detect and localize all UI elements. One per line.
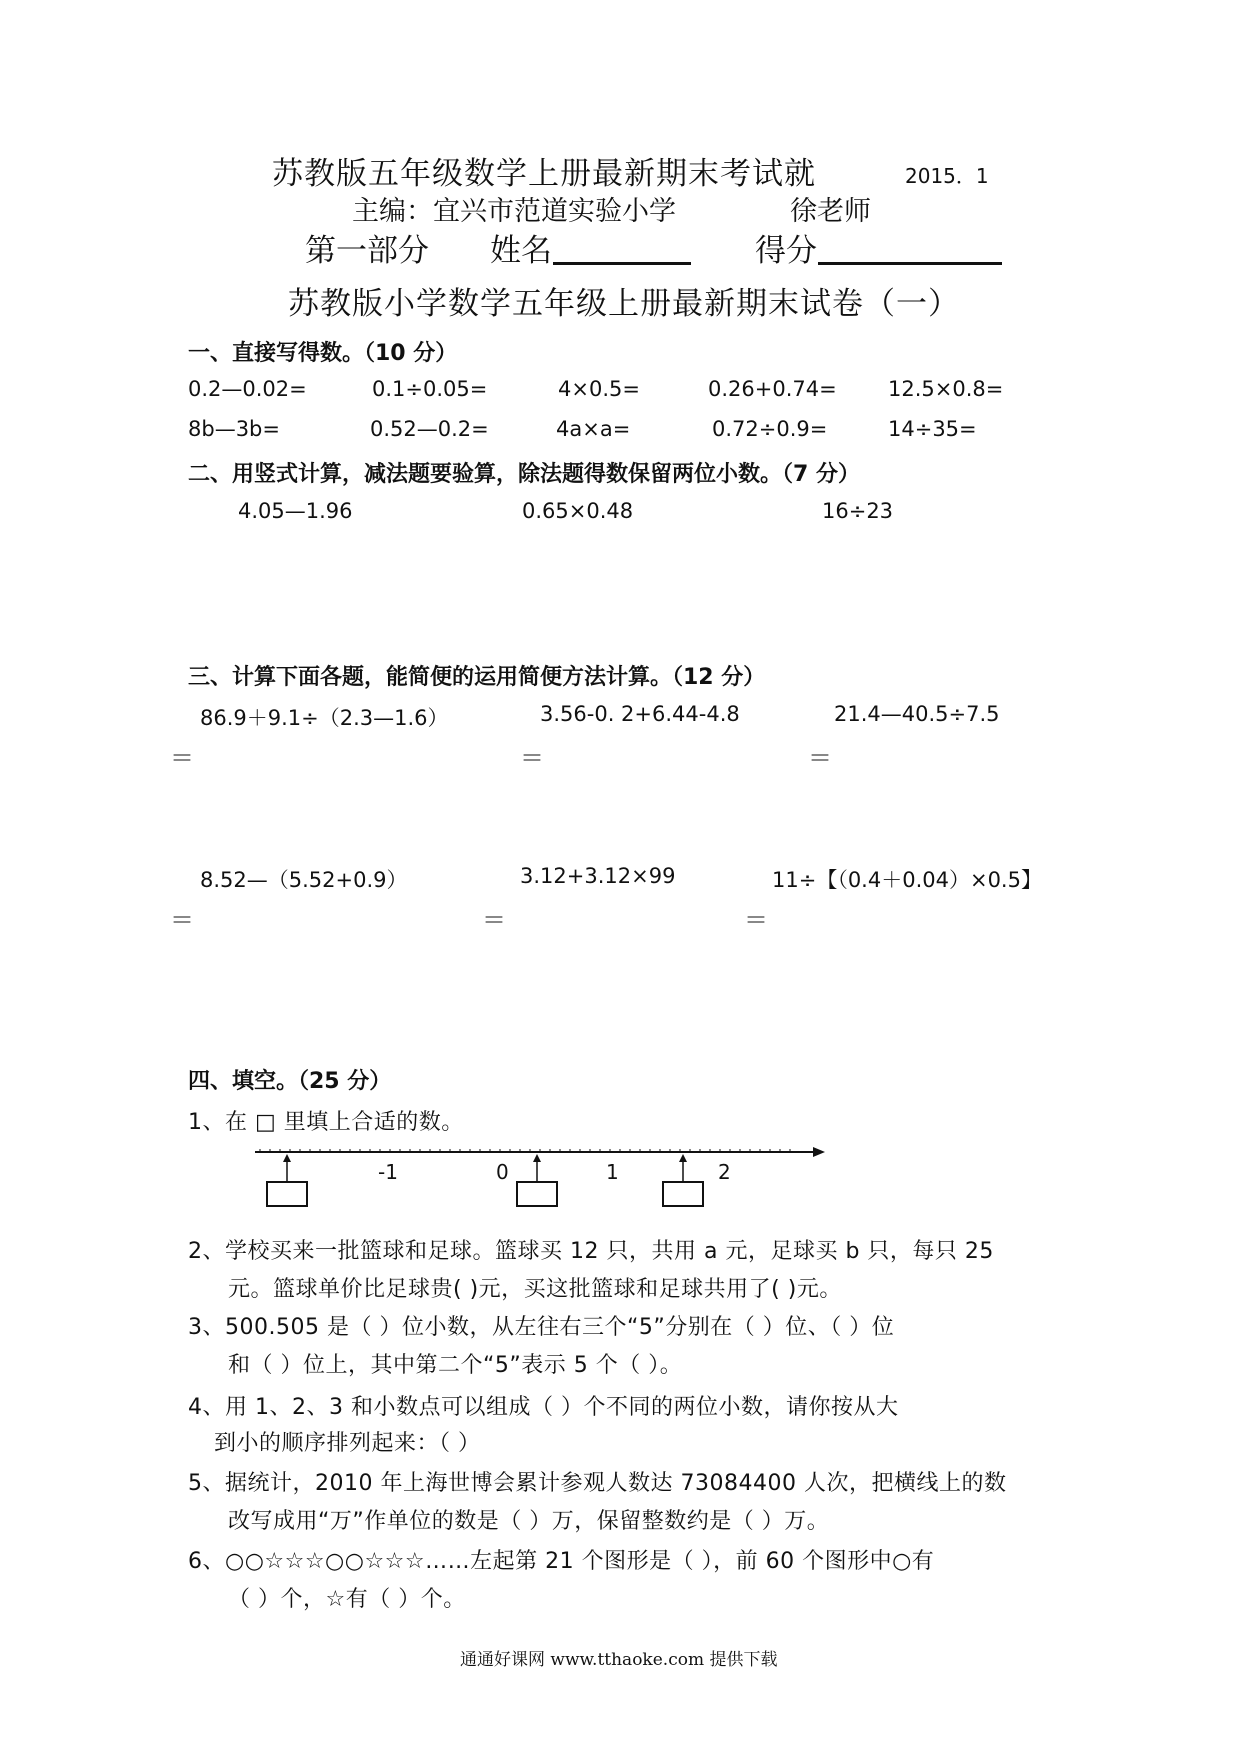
equals-sign: ＝: [170, 744, 194, 772]
name-blank[interactable]: [553, 228, 691, 265]
equals-sign: ＝: [482, 906, 506, 934]
exam-subtitle: 苏教版小学数学五年级上册最新期末试卷（一）: [288, 286, 960, 322]
s1-r2-item: 14÷35=: [888, 417, 977, 441]
exam-title: 苏教版五年级数学上册最新期末考试就: [272, 156, 816, 192]
footer-credit: 通通好课网 www.tthaoke.com 提供下载: [460, 1650, 778, 1670]
answer-box[interactable]: [663, 1182, 703, 1206]
equals-sign: ＝: [744, 906, 768, 934]
s1-r1-item: 0.2—0.02=: [188, 377, 307, 401]
q3-line1: 3、500.505 是（ ）位小数，从左往右三个“5”分别在（ ）位、（ ）位: [188, 1315, 895, 1340]
equals-sign: ＝: [808, 744, 832, 772]
answer-box[interactable]: [517, 1182, 557, 1206]
number-line-label: 2: [718, 1160, 731, 1184]
s1-r1-item: 12.5×0.8=: [888, 377, 1004, 401]
number-line-label: -1: [378, 1160, 398, 1184]
number-line: [250, 1140, 830, 1220]
s3-r1-item: 3.56-0. 2+6.44-4.8: [540, 702, 740, 726]
number-line-label: 1: [606, 1160, 619, 1184]
s3-r2-item: 8.52—（5.52+0.9）: [200, 868, 408, 892]
q6-line2: （ ）个，☆有（ ）个。: [228, 1587, 466, 1612]
s2-item: 4.05—1.96: [238, 499, 353, 523]
s1-r2-item: 0.72÷0.9=: [712, 417, 828, 441]
q1-text: 1、在 □ 里填上合适的数。: [188, 1110, 464, 1135]
q4-line2: 到小的顺序排列起来：（ ）: [214, 1431, 481, 1456]
part-label: 第一部分: [305, 233, 429, 269]
equals-sign: ＝: [520, 744, 544, 772]
teacher-name: 徐老师: [790, 196, 871, 227]
q5-line1: 5、据统计，2010 年上海世博会累计参观人数达 73084400 人次，把横线上的数: [188, 1471, 1007, 1496]
s1-r2-item: 8b—3b=: [188, 417, 280, 441]
s1-r1-item: 0.26+0.74=: [708, 377, 837, 401]
s1-r2-item: 4a×a=: [556, 417, 631, 441]
q6-line1: 6、○○☆☆☆○○☆☆☆……左起第 21 个图形是（ ），前 60 个图形中○有: [188, 1549, 935, 1574]
s3-r2-item: 3.12+3.12×99: [520, 864, 676, 888]
section2-heading: 二、用竖式计算，减法题要验算，除法题得数保留两位小数。（7 分）: [188, 462, 860, 487]
s1-r1-item: 4×0.5=: [558, 377, 640, 401]
s2-item: 16÷23: [822, 499, 894, 523]
score-blank[interactable]: [818, 228, 1002, 265]
s3-r1-item: 86.9＋9.1÷（2.3—1.6）: [200, 706, 449, 730]
score-label: 得分: [755, 233, 817, 269]
answer-box[interactable]: [267, 1182, 307, 1206]
s1-r2-item: 0.52—0.2=: [370, 417, 489, 441]
s1-r1-item: 0.1÷0.05=: [372, 377, 488, 401]
s3-r2-item: 11÷【（0.4＋0.04）×0.5】: [772, 868, 1042, 892]
q2-line1: 2、学校买来一批篮球和足球。篮球买 12 只，共用 a 元，足球买 b 只，每只 25: [188, 1239, 994, 1264]
section1-heading: 一、直接写得数。（10 分）: [188, 341, 458, 366]
name-label: 姓名: [490, 233, 552, 269]
exam-date: 2015．1: [905, 164, 989, 188]
section3-heading: 三、计算下面各题，能简便的运用简便方法计算。（12 分）: [188, 665, 766, 690]
q3-line2: 和（ ）位上，其中第二个“5”表示 5 个（ ）。: [228, 1353, 683, 1378]
q2-line2: 元。篮球单价比足球贵( )元，买这批篮球和足球共用了( )元。: [228, 1277, 842, 1302]
q4-line1: 4、用 1、2、3 和小数点可以组成（ ）个不同的两位小数，请你按从大: [188, 1395, 899, 1420]
s2-item: 0.65×0.48: [522, 499, 634, 523]
number-line-label: 0: [496, 1160, 509, 1184]
editor-line: 主编：宜兴市范道实验小学: [352, 196, 676, 227]
q5-line2: 改写成用“万”作单位的数是（ ）万，保留整数约是（ ）万。: [228, 1509, 830, 1534]
equals-sign: ＝: [170, 906, 194, 934]
section4-heading: 四、填空。（25 分）: [188, 1069, 392, 1094]
s3-r1-item: 21.4—40.5÷7.5: [834, 702, 1000, 726]
